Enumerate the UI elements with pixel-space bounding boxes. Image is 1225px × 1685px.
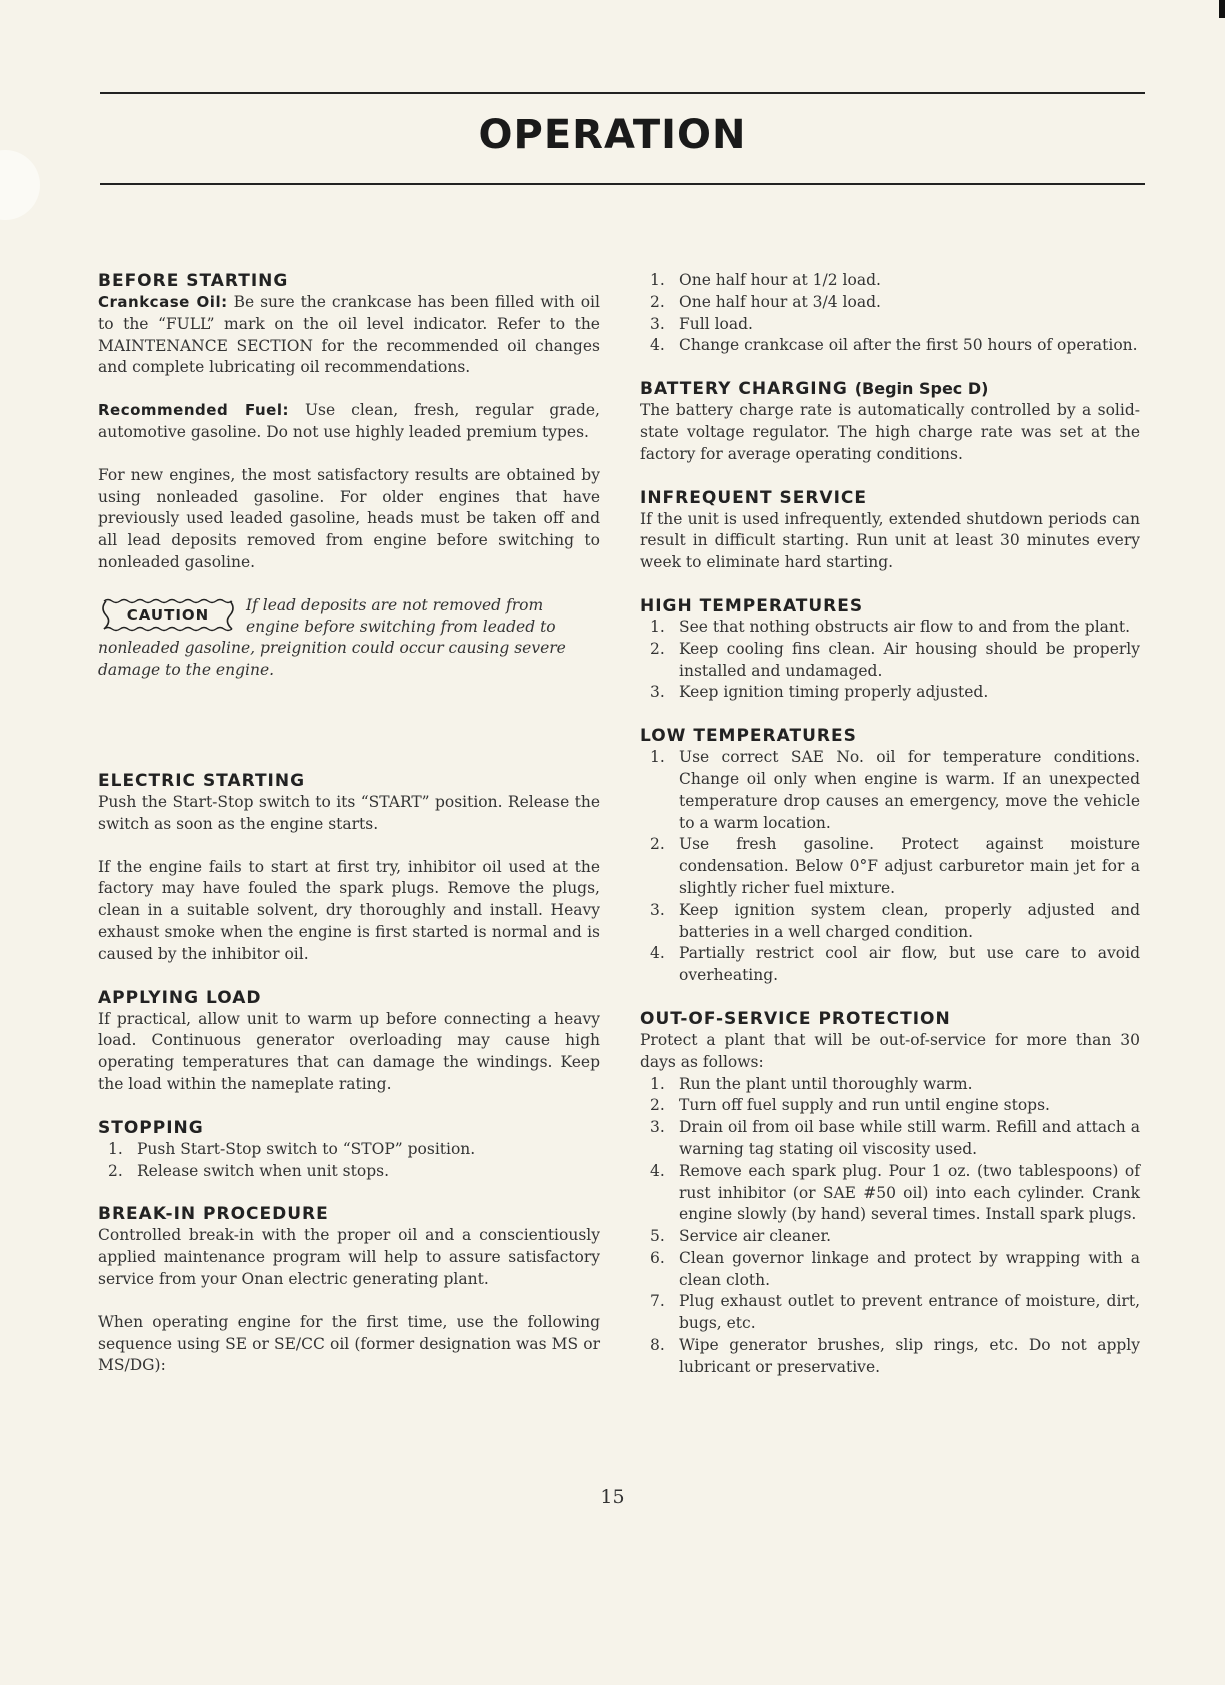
infrequent-service-text: If the unit is used infrequently, extended shutdown periods can result in difficult starting. Run unit at least 30 minutes every week to eliminate hard starting.	[640, 509, 1140, 572]
stopping-list	[98, 1139, 600, 1183]
list-item: 2. Release switch when unit stops.	[108, 1161, 389, 1180]
list-item: 4. Remove each spark plug. Pour 1 oz. (two tablespoons) of rust inhibitor (or SAE #50 oil) into each cylinder. Crank engine slowly (by hand) several times. Install spark plugs.	[650, 1161, 1140, 1224]
list-item: 3. Drain oil from oil base while still warm. Refill and attach a warning tag stating oil viscosity used.	[650, 1118, 1140, 1158]
binder-hole	[0, 150, 40, 220]
caution-box	[98, 597, 238, 633]
heading-battery-charging: BATTERY CHARGING (Begin Spec D)	[640, 379, 989, 400]
list-item: 2. Keep cooling fins clean. Air housing should be properly installed and undamaged.	[650, 639, 1140, 680]
list-item: 3. Keep ignition timing properly adjusted.	[650, 683, 989, 702]
heading-break-in: BREAK-IN PROCEDURE	[98, 1204, 329, 1225]
right-column	[640, 270, 1140, 1379]
battery-heading-sub: (Begin Spec D)	[854, 379, 989, 399]
heading-low-temperatures: LOW TEMPERATURES	[640, 726, 857, 747]
break-in-text-1: Controlled break-in with the proper oil and a conscientiously applied maintenance program will help to assure satisfactory service from your Onan electric generating plant.	[98, 1226, 600, 1288]
out-of-service-text: Protect a plant that will be out-of-service for more than 30 days as follows:	[640, 1030, 1140, 1071]
battery-charging-text: The battery charge rate is automatically controlled by a solid-state voltage regulator. The high charge rate was set at the factory for average operating conditions.	[640, 401, 1140, 463]
list-item: 4. Partially restrict cool air flow, but use care to avoid overheating.	[650, 944, 1140, 985]
list-item: 3. Keep ignition system clean, properly adjusted and batteries in a well charged condition.	[650, 900, 1140, 941]
electric-starting-text-2: If the engine fails to start at first try, inhibitor oil used at the factory may have fouled the spark plugs. Remove the plugs, clean in a suitable solvent, dry thoroughly and install. Heavy exhaust smoke when the engine is first started is normal and is caused by the inhibitor oil.	[98, 857, 600, 963]
title-rule-bottom	[100, 183, 1145, 185]
list-item: 3. Full load.	[650, 314, 753, 333]
recommended-fuel-lead: Recommended Fuel:	[98, 401, 289, 420]
list-item: 7. Plug exhaust outlet to prevent entrance of moisture, dirt, bugs, etc.	[650, 1292, 1140, 1333]
heading-before-starting: BEFORE STARTING	[98, 271, 289, 291]
left-column	[98, 270, 600, 1377]
title-rule-top	[100, 92, 1145, 94]
out-of-service-list	[640, 1074, 1140, 1379]
recommended-fuel-paragraph	[98, 400, 600, 444]
list-item: 1. Use correct SAE No. oil for temperature conditions. Change oil only when engine is warm. If an unexpected temperature drop causes an emergency, move the vehicle to a warm location.	[650, 748, 1140, 832]
list-item: 2. Use fresh gasoline. Protect against moisture condensation. Below 0°F adjust carburetor main jet for a slightly richer fuel mixture.	[650, 835, 1140, 897]
list-item: 8. Wipe generator brushes, slip rings, etc. Do not apply lubricant or preservative.	[650, 1336, 1140, 1376]
heading-stopping: STOPPING	[98, 1117, 204, 1138]
heading-out-of-service: OUT-OF-SERVICE PROTECTION	[640, 1008, 951, 1029]
heading-high-temperatures: HIGH TEMPERATURES	[640, 595, 864, 616]
list-item: 2. Turn off fuel supply and run until engine stops.	[650, 1096, 1050, 1115]
crankcase-oil-lead: Crankcase Oil:	[98, 293, 228, 311]
heading-applying-load: APPLYING LOAD	[98, 987, 262, 1008]
high-temperatures-list	[640, 617, 1140, 704]
applying-load-text: If practical, allow unit to warm up before connecting a heavy load. Continuous generator overloading may cause high operating temperatures that can damage the windings. Keep the load within the nameplate rating.	[98, 1009, 600, 1093]
list-item: 6. Clean governor linkage and protect by wrapping with a clean cloth.	[650, 1248, 1140, 1289]
low-temperatures-list	[640, 747, 1140, 987]
caution-label: CAUTION	[126, 605, 210, 624]
crankcase-oil-paragraph	[98, 292, 600, 379]
list-item: 1. One half hour at 1/2 load.	[650, 271, 881, 289]
crankcase-oil-text: Be sure the crankcase has been filled with oil to the “FULL” mark on the oil level indicator. Refer to the MAINTENANCE SECTION for the recommended oil changes and complete lubricating oil recommendations.	[98, 293, 600, 377]
list-item: 1. Run the plant until thoroughly warm.	[650, 1074, 973, 1093]
break-in-text-2: When operating engine for the first time, use the following sequence using SE or SE/CC oil (former designation was MS or MS/DG):	[98, 1312, 600, 1375]
heading-infrequent-service: INFREQUENT SERVICE	[640, 487, 867, 508]
list-item: 4. Change crankcase oil after the first 50 hours of operation.	[650, 336, 1138, 355]
recommended-fuel-text: Use clean, fresh, regular grade, automotive gasoline. Do not use highly leaded premium types.	[98, 401, 600, 441]
heading-electric-starting: ELECTRIC STARTING	[98, 770, 306, 791]
page-title: OPERATION	[478, 112, 747, 158]
page-number: 15	[600, 1486, 625, 1508]
list-item: 1. See that nothing obstructs air flow to and from the plant.	[650, 617, 1131, 636]
list-item: 1. Push Start-Stop switch to “STOP” position.	[108, 1139, 476, 1158]
break-in-steps-list	[640, 270, 1140, 357]
caution-text: If lead deposits are not removed from engine before switching from leaded to nonleaded gasoline, preignition could occur causing severe damage to the engine.	[98, 595, 566, 680]
caution-notice	[98, 595, 600, 682]
list-item: 2. One half hour at 3/4 load.	[650, 292, 881, 311]
edge-mark	[1219, 0, 1225, 18]
electric-starting-text-1: Push the Start-Stop switch to its “START” position. Release the switch as soon as the engine starts.	[98, 792, 600, 833]
new-engines-paragraph: For new engines, the most satisfactory results are obtained by using nonleaded gasoline. For older engines that have previously used leaded gasoline, heads must be taken off and all lead deposits removed from engine before switching to nonleaded gasoline.	[98, 465, 600, 571]
list-item: 5. Service air cleaner.	[650, 1227, 832, 1246]
